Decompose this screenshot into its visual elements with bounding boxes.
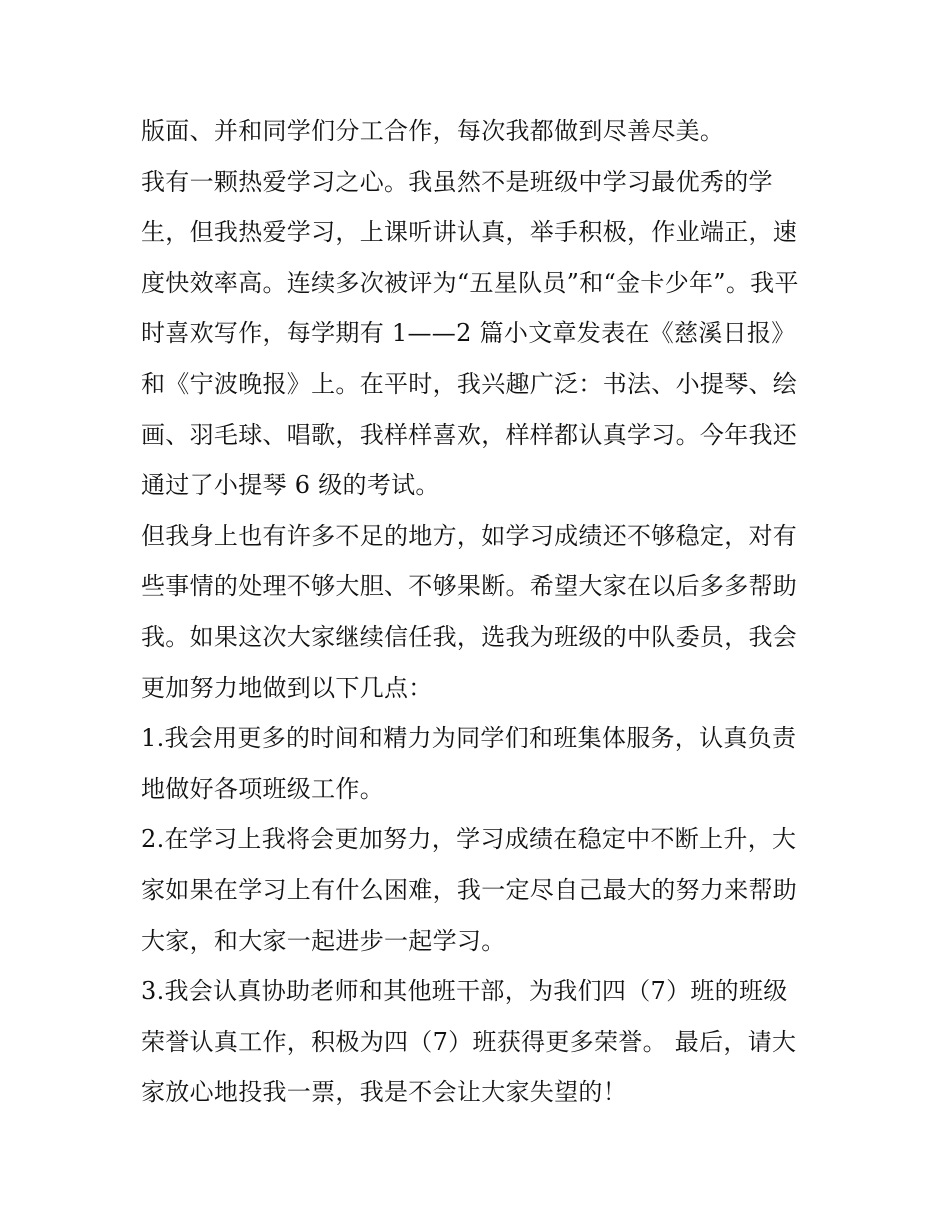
text-line: 但我身上也有许多不足的地方，如学习成绩还不够稳定，对有	[141, 521, 798, 550]
text-line: 我有一颗热爱学习之心。我虽然不是班级中学习最优秀的学	[141, 167, 773, 196]
list-item-2-line: 2.在学习上我将会更加努力，学习成绩在稳定中不断上升，大	[141, 825, 797, 854]
list-item-3-line: 3.我会认真协助老师和其他班干部，为我们四（7）班的班级	[141, 977, 788, 1006]
text-line: 我。如果这次大家继续信任我，选我为班级的中队委员，我会	[141, 622, 798, 651]
list-item-1-line: 1.我会用更多的时间和精力为同学们和班集体服务，认真负责	[141, 724, 797, 753]
list-item-1-line: 地做好各项班级工作。	[141, 774, 384, 803]
text-line: 画、羽毛球、唱歌，我样样喜欢，样样都认真学习。今年我还	[141, 420, 798, 449]
text-line: 些事情的处理不够大胆、不够果断。希望大家在以后多多帮助	[141, 572, 798, 601]
list-item-2-line: 家如果在学习上有什么困难，我一定尽自己最大的努力来帮助	[141, 875, 798, 904]
list-item-2-line: 大家，和大家一起进步一起学习。	[141, 926, 506, 955]
text-line: 生，但我热爱学习，上课听讲认真，举手积极，作业端正，速	[141, 218, 798, 247]
text-line: 更加努力地做到以下几点：	[141, 673, 433, 702]
list-item-3-line: 荣誉认真工作，积极为四（7）班获得更多荣誉。 最后，请大	[141, 1027, 797, 1056]
list-item-3-line: 家放心地投我一票，我是不会让大家失望的！	[141, 1078, 627, 1107]
text-line: 和《宁波晚报》上。在平时，我兴趣广泛：书法、小提琴、绘	[141, 369, 798, 398]
text-line: 度快效率高。连续多次被评为“五星队员”和“金卡少年”。我平	[141, 268, 799, 297]
text-line: 时喜欢写作，每学期有 1——2 篇小文章发表在《慈溪日报》	[141, 319, 796, 348]
text-line: 通过了小提琴 6 级的考试。	[141, 471, 440, 500]
text-line: 版面、并和同学们分工合作，每次我都做到尽善尽美。	[141, 117, 725, 145]
document-body	[141, 106, 821, 1118]
